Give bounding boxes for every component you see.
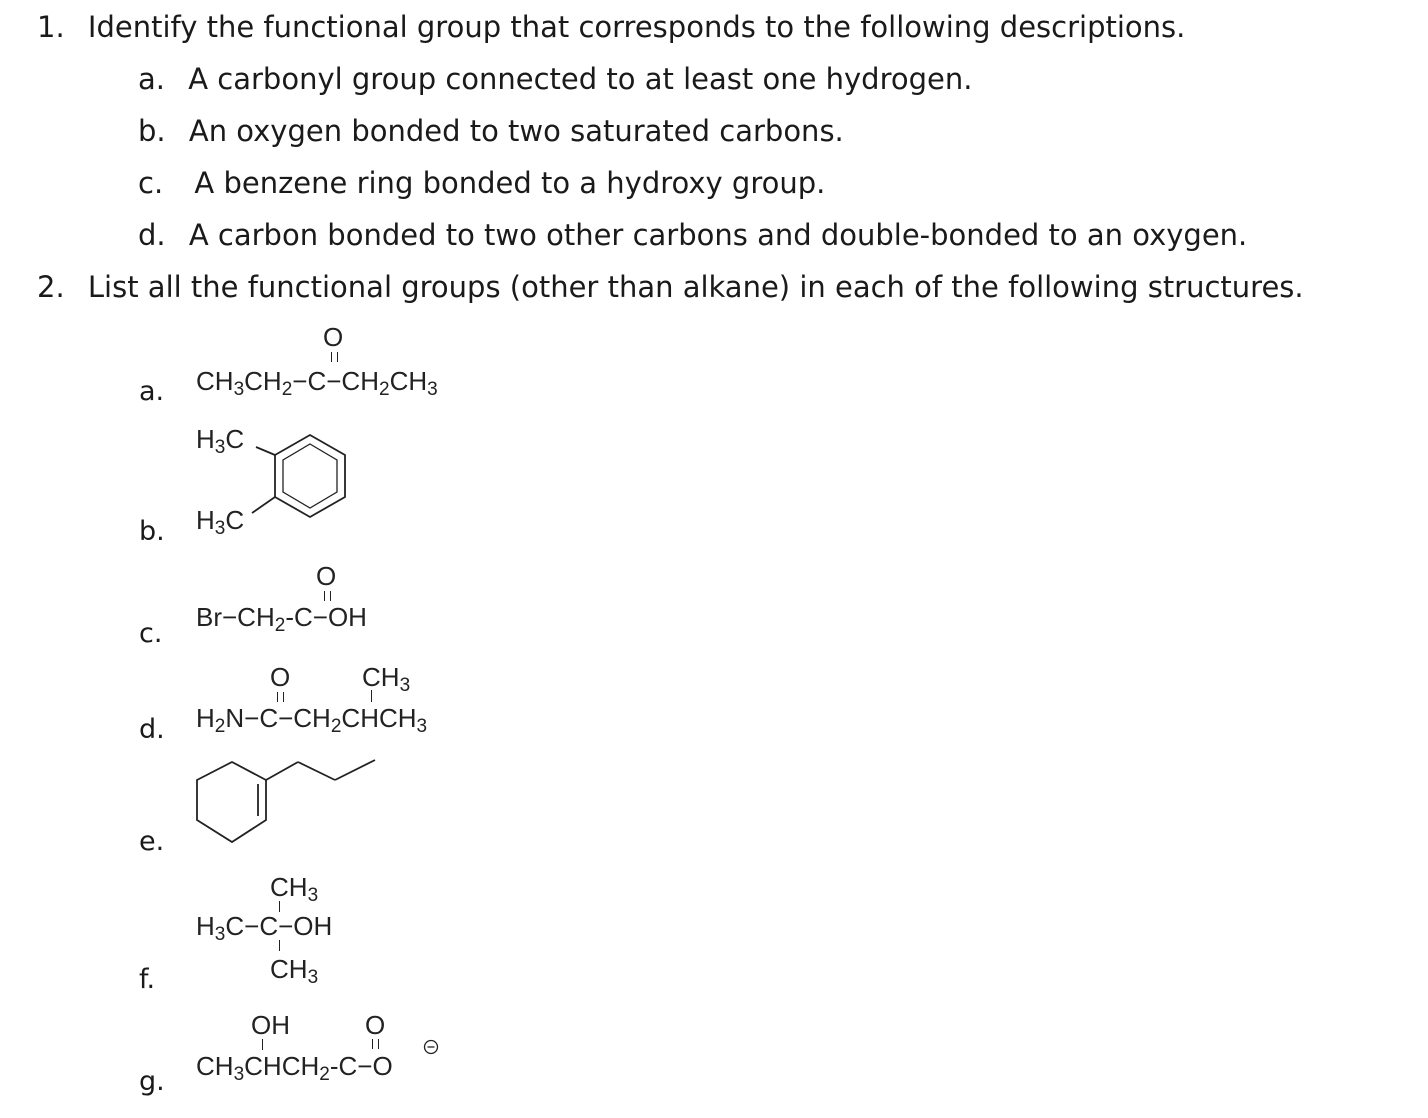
label-c: c. xyxy=(139,618,163,649)
branch-bond xyxy=(371,690,372,702)
item-label: d. xyxy=(138,218,166,252)
item-text: A carbonyl group connected to at least one hydrogen. xyxy=(188,62,973,96)
formula: $H_2N-C-CH_2CHCH_3$ xyxy=(196,703,428,737)
label-b: b. xyxy=(139,516,165,547)
methyl-branch: $CH_3$ xyxy=(362,662,411,696)
double-bond xyxy=(277,692,284,702)
question-text: Identify the functional group that corresponds to the following descriptions. xyxy=(87,10,1186,44)
question-number: 2. xyxy=(37,270,65,304)
bond-bottom xyxy=(279,940,280,951)
methyl-bottom: $CH_3$ xyxy=(270,954,319,988)
carbonyl-oxygen: O xyxy=(323,322,344,352)
methyl-bottom: $H_3C$ xyxy=(196,505,245,539)
hydroxyl: OH xyxy=(251,1010,290,1040)
item-text: An oxygen bonded to two saturated carbons. xyxy=(188,114,844,148)
item-label: c. xyxy=(138,166,164,200)
formula: $H_3C-C-OH$ xyxy=(196,911,333,945)
q1-item-a xyxy=(138,62,972,96)
item-text: A carbon bonded to two other carbons and double-bonded to an oxygen. xyxy=(188,218,1248,252)
hydroxyl-bond xyxy=(262,1039,263,1050)
formula: $CH_3CHCH_2-C-O$ xyxy=(196,1051,393,1085)
q1-item-d xyxy=(138,218,1247,252)
q1-item-c xyxy=(138,166,825,200)
methyl-top: $CH_3$ xyxy=(270,872,319,906)
formula: $CH_3CH_2-C-CH_2CH_3$ xyxy=(196,366,438,400)
label-f: f. xyxy=(139,964,156,995)
label-g: g. xyxy=(139,1066,165,1097)
item-label: a. xyxy=(138,62,165,96)
question-1 xyxy=(37,10,1185,44)
double-bond xyxy=(331,352,338,362)
cyclohexene-skeleton xyxy=(190,750,390,860)
label-d: d. xyxy=(139,714,165,745)
item-label: b. xyxy=(138,114,166,148)
negative-charge-icon xyxy=(423,1039,439,1055)
item-text: A benzene ring bonded to a hydroxy group. xyxy=(194,166,826,200)
question-number: 1. xyxy=(37,10,65,44)
benzene-ring xyxy=(240,425,380,535)
question-2 xyxy=(37,270,1304,304)
label-e: e. xyxy=(139,826,165,857)
methyl-top: $H_3C$ xyxy=(196,424,245,458)
question-text: List all the functional groups (other than alkane) in each of the following structures. xyxy=(87,270,1304,304)
label-a: a. xyxy=(139,376,165,407)
formula: $Br-CH_2-C-OH$ xyxy=(196,602,367,636)
carbonyl-oxygen: O xyxy=(316,561,337,591)
carbonyl-oxygen: O xyxy=(270,662,291,692)
double-bond xyxy=(372,1039,379,1049)
carbonyl-oxygen: O xyxy=(365,1010,386,1040)
double-bond xyxy=(324,591,331,601)
q1-item-b xyxy=(138,114,844,148)
